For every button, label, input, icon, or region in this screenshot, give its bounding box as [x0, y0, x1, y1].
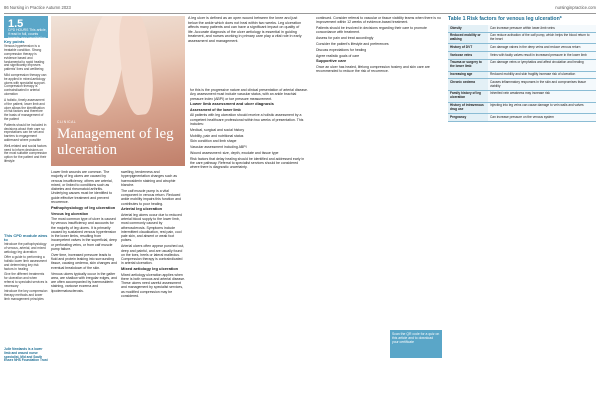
subheading: Venous leg ulceration [51, 211, 89, 216]
key-point: A holistic, timely assessment of the patient, lower limb and ulcer allows the identification of risk factors and therefore the basis of management of the patient [4, 97, 45, 122]
key-points-title: Key points [4, 39, 25, 44]
column-4 [316, 16, 442, 75]
risk-factor: Obesity [448, 25, 488, 32]
author-bio: Julie Newlands is a lower limb and wound nurse specialist, Mid and South Essex NHS Foundation Trust [4, 347, 48, 363]
risk-description: Causes inflammatory responses in the skin and compromises tissue viability [488, 79, 596, 91]
paragraph: Venous ulcers typically occur in the gaiter area, are shallow with irregular edges, and are often accompanied by haemosiderin staining, varicose eczema and lipodermatosclerosis. [51, 271, 117, 293]
hero-image [51, 16, 185, 166]
cpd-aim: Introduce the pathophysiology of venous, arterial, and mixed aetiology leg ulceration [4, 241, 47, 254]
risk-factor: Chronic oedema [448, 79, 488, 91]
table-row [448, 44, 596, 52]
risk-description: Reduced mobility and skin fragility increase risk of ulceration [488, 71, 596, 79]
bullet: Agree realistic goals of care [316, 53, 360, 58]
table [448, 25, 596, 122]
cpd-aim: Introduce the key compression therapy methods and lower limb management principles [4, 289, 48, 302]
article-title: Management of leg ulceration [57, 126, 174, 158]
header-rule [4, 13, 596, 14]
risk-factor: Reduced mobility or walking [448, 32, 488, 44]
paragraph: The most common type of ulcer is caused by venous insufficiency and accounts for the majority of leg ulcers. It is primarily caused by sustained venous hypertension in the lower limbs, resulting from incompetent valves in the superficial, deep or perforating veins, or from calf muscle pump failure. [51, 216, 117, 252]
subheading: Pathophysiology of leg ulceration [51, 204, 116, 210]
cpd-aims-title: This CPD module aims to [4, 233, 48, 242]
quiz-callout[interactable]: Scan the QR code for a quiz on this article and to download your certificate [390, 330, 442, 358]
risk-description: Can reduce activation of the calf pump, which helps the blood return to the heart [488, 32, 596, 44]
leg-shape [116, 16, 157, 116]
paragraph: for this is the progressive nature and clinical presentation of arterial disease. Any assessment must include vascular status, with an ankle brachial pressure index (ABPI) or toe pressure measurement. [190, 88, 308, 101]
subheading: Arterial leg ulceration [121, 206, 163, 212]
paragraph: Arterial ulcers often appear punched out, deep and painful, and are usually found on the toes, heels or lateral malleolus. Compression therapy is contraindicated in arterial ulceration. [121, 244, 185, 266]
table-row [448, 25, 596, 32]
cpd-label: CPD HOURS This article, if read in full, counts towards your revalidation [8, 28, 47, 40]
paragraph: Once an ulcer has healed, lifelong compression hosiery and skin care are recommended to reduce the risk of recurrence. [316, 64, 430, 73]
cpd-aim: Offer a guide to performing a holistic lower limb assessment and determining key risk factors in healing [4, 255, 47, 271]
bullet: Assess for pain and treat accordingly [316, 36, 374, 41]
paragraph: The calf muscle pump is a vital component in venous return. Reduced ankle mobility impairs this function and contributes to poor healing. [121, 188, 181, 206]
risk-description: Can damage veins or lymphatics and affect circulation and healing [488, 59, 596, 71]
bullet: Skin condition and limb shape [190, 139, 237, 144]
column-3 [190, 88, 308, 171]
bullet: Discuss expectations for healing [316, 47, 367, 52]
risk-description: Injecting into leg veins can cause damage to vein walls and valves [488, 102, 596, 114]
table-row [448, 71, 596, 79]
paragraph: Mixed aetiology ulceration applies when there is both venous and arterial disease. These ulcers need careful assessment and management by specialist services, as modified compression may be considered. [121, 272, 186, 299]
header-left: 86 Nursing in Practice Autumn 2023 [4, 5, 71, 10]
column-2 [121, 170, 185, 300]
section-tag: CLINICAL [57, 120, 77, 124]
key-point: Well-related and social factors need to inform decisions on the most suitable compression option for the patient and their lifestyle [4, 143, 48, 164]
paragraph: Over time, increased pressure leads to fluid and protein leaking into surrounding tissue, causing oedema, skin changes and eventual breakdown of the skin. [51, 252, 117, 270]
subheading: Mixed aetiology leg ulceration [121, 266, 179, 272]
cpd-hours: 1.5 [8, 18, 24, 30]
risk-description: Can increase pressure on the venous system [488, 114, 596, 122]
risk-factor: Trauma or surgery to the lower limb [448, 59, 488, 71]
risk-factor: Increasing age [448, 71, 488, 79]
paragraph: continued. Consider referral to vascular or tissue viability teams when there is no improvement within 12 weeks of evidence-based treatment. [316, 16, 441, 25]
paragraph: All patients with leg ulceration should receive a holistic assessment by a competent healthcare professional within two weeks of presentation. This includes: [190, 113, 304, 127]
page-header [4, 3, 596, 15]
bullet: Vascular assessment including ABPI [190, 145, 247, 150]
column-1 [51, 170, 117, 295]
subheading: Supportive care [316, 58, 347, 64]
table-caption: Table 1 Risk factors for venous leg ulceration* [448, 16, 562, 22]
key-point: Mild compression therapy can be applied in mixed-aetiology ulcers with specialist support. Compression therapy is contraindicated in arterial ulceration [4, 72, 47, 97]
bullet: Mobility, pain and nutritional status [190, 133, 244, 138]
cpd-aim: Give the different treatments for ulceration and when referral to specialist services is necessary [4, 272, 48, 288]
risk-description: Can damage valves in the deep veins and reduce venous return [488, 44, 596, 52]
key-points [4, 40, 48, 166]
risk-factor: Varicose veins [448, 52, 488, 60]
key-point: Patients should be included in decisions about their care so expectations can be set and barriers to engagement addressed where possible [4, 122, 47, 143]
table-row [448, 79, 596, 91]
risk-description: Veins with faulty valves result in increased pressure in the lower limb [488, 52, 596, 60]
table-row [448, 90, 596, 102]
table-row [448, 59, 596, 71]
paragraph: Patients should be involved in decisions regarding their care to promote concordance with treatment. [316, 26, 427, 35]
risk-description: Can increase pressure within lower-limb veins [488, 25, 596, 32]
risk-factor: Pregnancy [448, 114, 488, 122]
risk-factor: History of DVT [448, 44, 488, 52]
subheading: Assessment of the lower limb [190, 108, 241, 113]
bullet: Wound assessment: size, depth, exudate and tissue type [190, 151, 279, 156]
paragraph: Risk factors that delay healing should be identified and addressed early in the care pathway. Referral to specialist services should be considered where there is diagnostic uncertainty. [190, 156, 305, 170]
table-row [448, 52, 596, 60]
risk-description: Inherited vein weakness may increase risk [488, 90, 596, 102]
risk-factor: Family history of leg ulceration [448, 90, 488, 102]
bullet: Consider the patient's lifestyle and preferences [316, 41, 389, 46]
risk-factor: History of intravenous drug use [448, 102, 488, 114]
bullet: Medical, surgical and social history [190, 127, 245, 132]
key-point: Venous hypertension is a treatable condition. Strong compression therapy is evidence based and fundamental to rapid healing and significantly improves patients' lives and wellbeing [4, 43, 45, 72]
intro-paragraph: A leg ulcer is defined as an open wound between the knee and just below the ankle which does not heal within two weeks. Leg ulceration affects many patients and can have a significant impact on quality of life. Accurate diagnosis of the ulcer aetiology is essential in guiding treatment, and nurses working in primary care play a vital role in early assessment and management. [188, 16, 302, 43]
sidebar [4, 16, 48, 402]
table-row [448, 114, 596, 122]
table-row [448, 32, 596, 44]
paragraph: Lower limb wounds are common. The majority of leg ulcers are caused by venous insufficiency; others are arterial, mixed, or linked to conditions such as diabetes and rheumatoid arthritis. Underlying causes must be identified to guide effective treatment and prevent recurrence. [51, 170, 113, 205]
header-right: nursinginpractice.com [555, 5, 596, 10]
paragraph: Arterial leg ulcers occur due to reduced arterial blood supply to the lower limb, most commonly caused by atherosclerosis. Symptoms include intermittent claudication, rest pain, cool pale skin, and absent or weak foot pulses. [121, 212, 182, 243]
table-row [448, 102, 596, 114]
cpd-aims [4, 234, 48, 304]
cpd-badge [4, 16, 48, 38]
paragraph: swelling, tenderness and hyperpigmentation changes such as haemosiderin staining and atrophie blanche. [121, 170, 178, 187]
risk-factors-table [448, 16, 596, 122]
subheading: Lower limb assessment and ulcer diagnosis [190, 101, 274, 107]
